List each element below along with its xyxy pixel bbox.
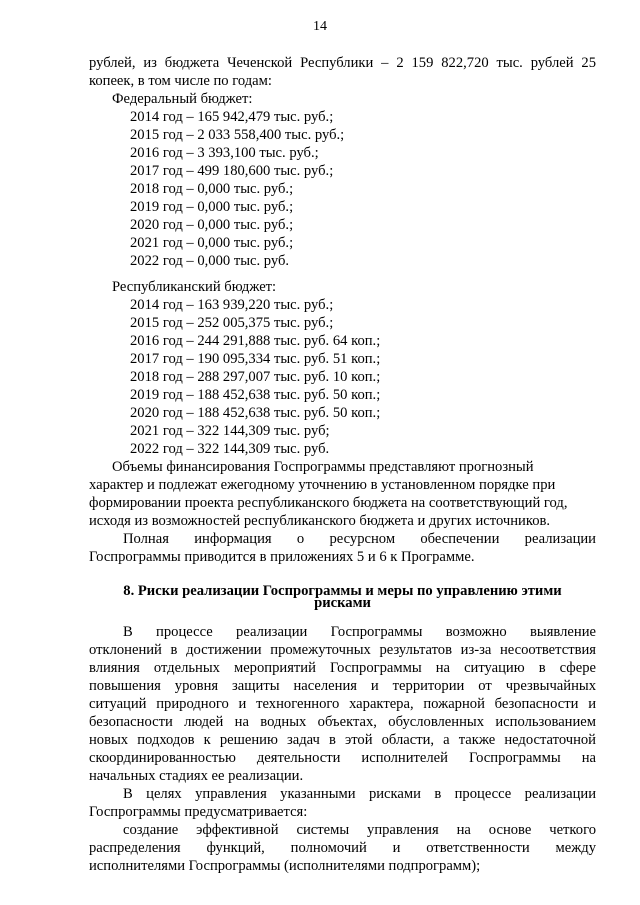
risk-paragraph-line: безопасности людей на водных объектах, обусловленных использованием [89,714,596,730]
intro-line: копеек, в том числе по годам: [89,73,272,89]
republican-budget-item: 2017 год – 190 095,334 тыс. руб. 51 коп.; [130,351,381,367]
page-number: 14 [313,19,327,34]
info-paragraph-line: Госпрограммы приводится в приложениях 5 и 6 к Программе. [89,549,475,565]
management-paragraph-line: Госпрограммы предусматривается: [89,804,308,820]
republican-budget-item: 2018 год – 288 297,007 тыс. руб. 10 коп.; [130,369,381,385]
financing-paragraph-line: Объемы финансирования Госпрограммы представляют прогнозный [112,459,534,475]
section-heading-line: 8. Риски реализации Госпрограммы и меры по управлению этими [123,583,562,599]
intro-line: рублей, из бюджета Чеченской Республики – 2 159 822,720 тыс. рублей 25 [89,55,596,71]
federal-budget-item: 2019 год – 0,000 тыс. руб.; [130,199,294,215]
risk-paragraph-line: влияния отдельных мероприятий Госпрограммы на ситуацию в сфере [89,660,596,676]
republican-budget-item: 2015 год – 252 005,375 тыс. руб.; [130,315,334,331]
measures-paragraph-line: исполнителями Госпрограммы (исполнителями подпрограмм); [89,858,481,874]
risk-paragraph-line: В процессе реализации Госпрограммы возможно выявление [123,624,596,640]
risk-paragraph-line: повышения уровня защиты населения и территории от чрезвычайных [89,678,596,694]
federal-budget-item: 2014 год – 165 942,479 тыс. руб.; [130,109,334,125]
republican-budget-item: 2014 год – 163 939,220 тыс. руб.; [130,297,334,313]
measures-paragraph-line: создание эффективной системы управления на основе четкого [123,822,596,838]
financing-paragraph-line: исходя из возможностей республиканского бюджета и других источников. [89,513,551,529]
federal-budget-item: 2015 год – 2 033 558,400 тыс. руб.; [130,127,345,143]
risk-paragraph-line: отклонений в достижении промежуточных результатов из-за несоответствия [89,642,596,658]
section-heading-line: рисками [314,595,371,611]
spacer [89,270,596,278]
info-paragraph-line: Полная информация о ресурсном обеспечении реализации [123,531,596,547]
republican-budget-item: 2022 год – 322 144,309 тыс. руб. [130,441,330,457]
page-content [89,54,596,875]
federal-budget-title: Федеральный бюджет: [112,91,253,107]
republican-budget-title: Республиканский бюджет: [112,279,277,295]
federal-budget-item: 2018 год – 0,000 тыс. руб.; [130,181,294,197]
federal-budget-item: 2022 год – 0,000 тыс. руб. [130,253,290,269]
financing-paragraph-line: характер и подлежат ежегодному уточнению в установленном порядке при [89,477,556,493]
risk-paragraph-line: скоординированностью деятельности исполнителей Госпрограммы на [89,750,596,766]
federal-budget-item: 2016 год – 3 393,100 тыс. руб.; [130,145,319,161]
federal-budget-item: 2017 год – 499 180,600 тыс. руб.; [130,163,334,179]
republican-budget-item: 2021 год – 322 144,309 тыс. руб; [130,423,330,439]
risk-paragraph-line: ситуаций природного и техногенного характера, пожарной безопасности и [89,696,596,712]
federal-budget-item: 2021 год – 0,000 тыс. руб.; [130,235,294,251]
republican-budget-item: 2020 год – 188 452,638 тыс. руб. 50 коп.; [130,405,381,421]
measures-paragraph-line: распределения функций, полномочий и ответственности между [89,840,596,856]
financing-paragraph-line: формировании проекта республиканского бюджета на соответствующий год, [89,495,568,511]
risk-paragraph-line: новых подходов к решению задач в этой области, а также недостаточной [89,732,596,748]
management-paragraph-line: В целях управления указанными рисками в процессе реализации [123,786,596,802]
risk-paragraph-line: начальных стадиях ее реализации. [89,768,304,784]
republican-budget-item: 2019 год – 188 452,638 тыс. руб. 50 коп.; [130,387,381,403]
section-heading [89,585,596,609]
federal-budget-item: 2020 год – 0,000 тыс. руб.; [130,217,294,233]
republican-budget-item: 2016 год – 244 291,888 тыс. руб. 64 коп.; [130,333,381,349]
